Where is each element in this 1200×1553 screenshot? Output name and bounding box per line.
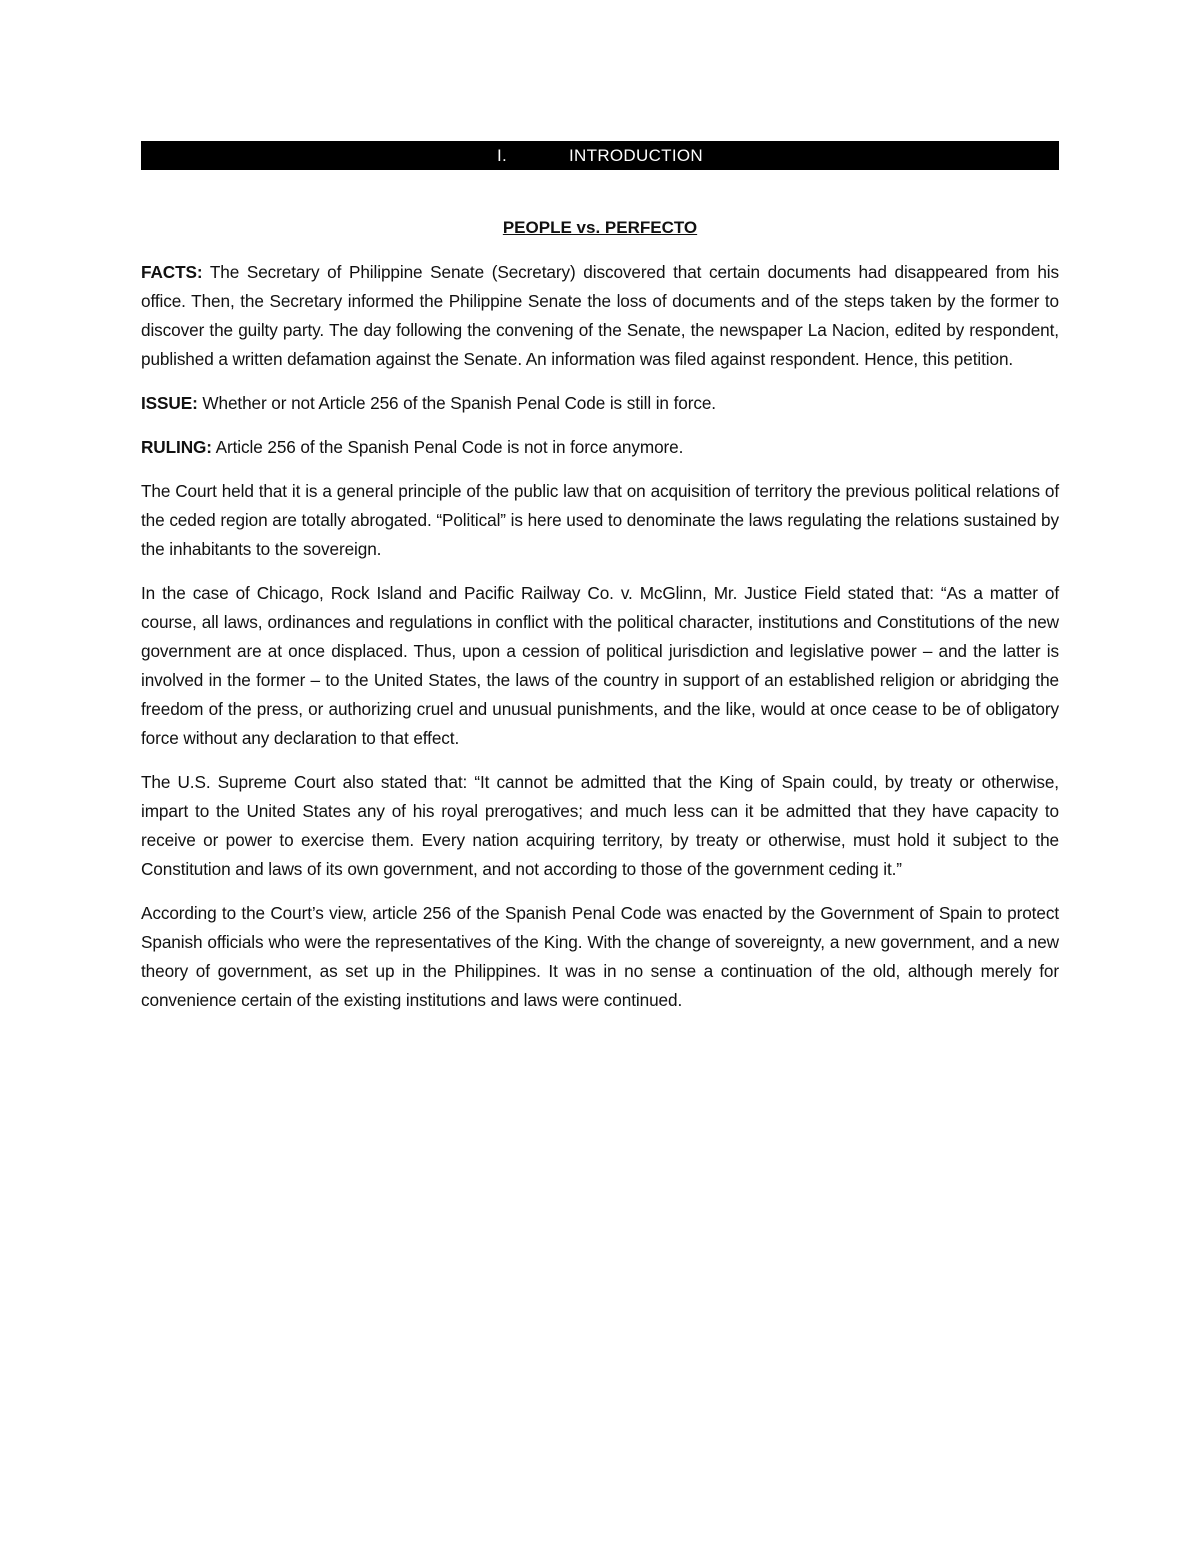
body-paragraph-general-principle: The Court held that it is a general principle of the public law that on acquisition of territory the previous political relations of the ceded region are totally abrogated. “Political” is here used to denominate the laws regulating the relations sustained by the inhabitants to the sovereign.: [141, 481, 1059, 559]
facts-text: The Secretary of Philippine Senate (Secretary) discovered that certain documents had disappeared from his office. Then, the Secretary informed the Philippine Senate the loss of documents and of the steps taken by the former to discover the guilty party. The day following the convening of the Senate, the newspaper La Nacion, edited by respondent, published a written defamation against the Senate. An information was filed against respondent. Hence, this petition.: [141, 262, 1059, 369]
issue-label: ISSUE:: [141, 393, 198, 413]
ruling-label: RULING:: [141, 437, 212, 457]
body-paragraph-supreme-court: The U.S. Supreme Court also stated that: “It cannot be admitted that the King of Spain could, by treaty or otherwise, impart to the United States any of his royal prerogatives; and much less can it be admitted that they have capacity to receive or power to exercise them. Every nation acquiring territory, by treaty or otherwise, must hold it subject to the Constitution and laws of its own government, and not according to those of the government ceding it.”: [141, 772, 1059, 879]
ruling-paragraph: [141, 433, 1059, 462]
facts-label: FACTS:: [141, 262, 203, 282]
case-title: PEOPLE vs. PERFECTO: [502, 218, 698, 237]
body-paragraph-court-view: According to the Court’s view, article 256 of the Spanish Penal Code was enacted by the Government of Spain to protect Spanish officials who were the representatives of the King. With the change of sovereignty, a new government, and a new theory of government, as set up in the Philippines. It was in no sense a continuation of the old, although merely for convenience certain of the existing institutions and laws were continued.: [141, 903, 1059, 1010]
section-title: INTRODUCTION: [569, 145, 703, 165]
section-number: I.: [497, 145, 508, 165]
issue-paragraph: [141, 389, 1059, 418]
ruling-text: Article 256 of the Spanish Penal Code is not in force anymore.: [211, 437, 684, 457]
facts-paragraph: [141, 258, 1059, 374]
body-paragraph-chicago-case: In the case of Chicago, Rock Island and Pacific Railway Co. v. McGlinn, Mr. Justice Field stated that: “As a matter of course, all laws, ordinances and regulations in conflict with the political character, institutions and Constitutions of the new government are at once displaced. Thus, upon a cession of political jurisdiction and legislative power – and the latter is involved in the former – to the United States, the laws of the country in support of an established religion or abridging the freedom of the press, or authorizing cruel and unusual punishments, and the like, would at once cease to be of obligatory force without any declaration to that effect.: [141, 583, 1059, 748]
document-page: [141, 141, 1059, 1015]
issue-text: Whether or not Article 256 of the Spanish Penal Code is still in force.: [197, 393, 716, 413]
section-heading-bar: [141, 141, 1059, 170]
